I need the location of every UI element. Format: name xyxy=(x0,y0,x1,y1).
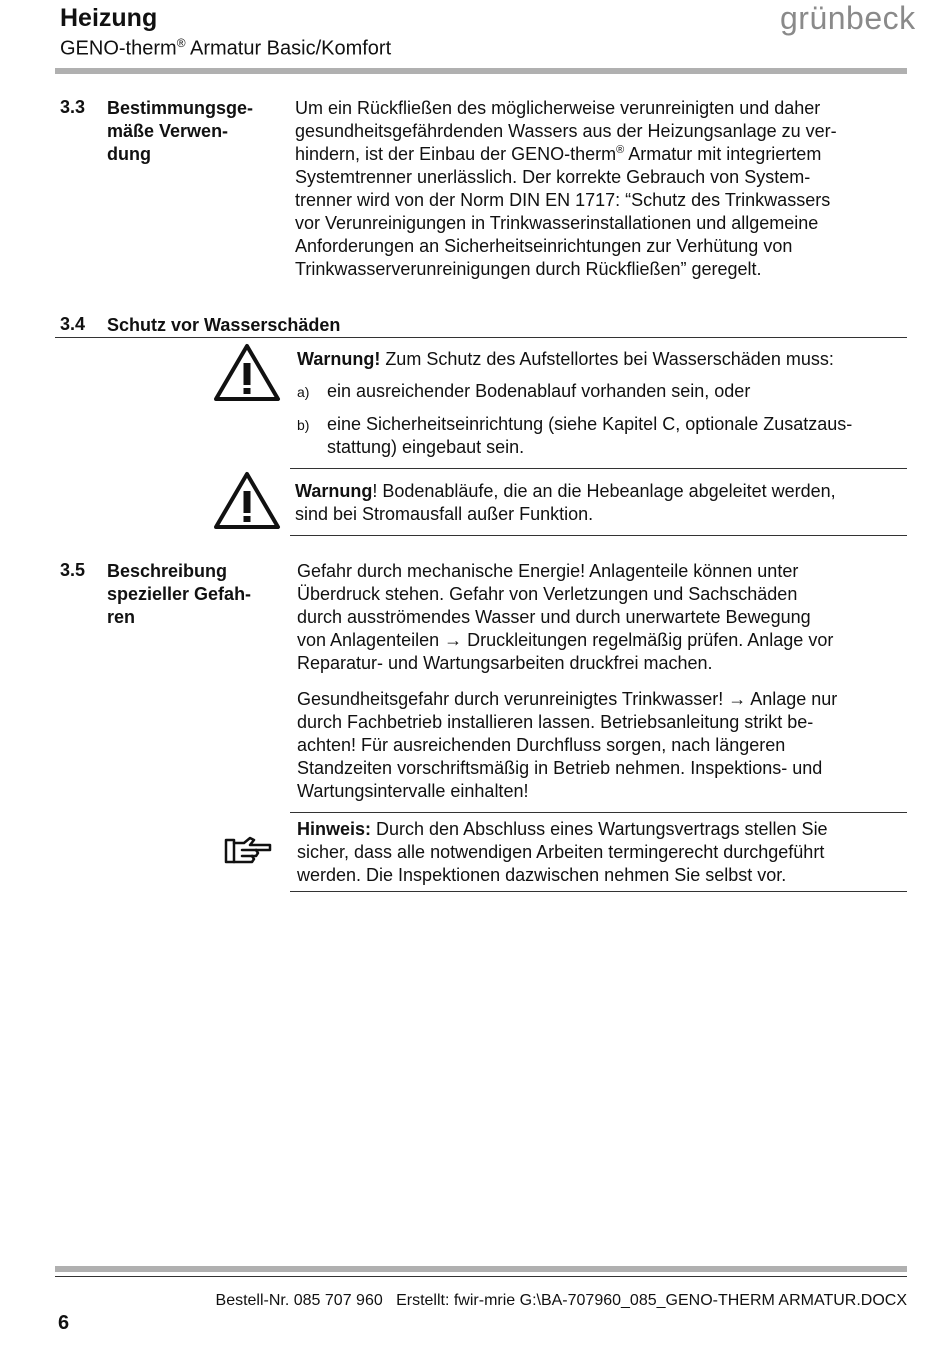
section-number: 3.3 xyxy=(60,97,86,117)
page-number: 6 xyxy=(58,1312,70,1334)
warning-divider xyxy=(290,468,907,469)
page-subtitle: GENO-therm® Armatur Basic/Komfort xyxy=(60,36,392,60)
pointing-hand-icon xyxy=(224,834,274,866)
list-item: ein ausreichender Bodenablauf vorhanden sein, oder xyxy=(327,381,751,401)
list-item-letter: a) xyxy=(297,384,310,400)
section-title: Bestimmungsge- mäße Verwen- dung xyxy=(107,98,254,164)
warning-icon xyxy=(212,470,282,530)
section-title: Beschreibung spezieller Gefah- ren xyxy=(107,561,252,627)
list-item: eine Sicherheitseinrichtung (siehe Kapitel C, optionale Zusatzaus- stattung) eingebaut sein. xyxy=(327,414,853,457)
note-text: Hinweis: Durch den Abschluss eines Wartungsvertrags stellen Sie sicher, dass alle notwendigen Arbeiten termingerecht durchgeführt werden. Die Inspektionen dazwischen nehmen Sie selbst vor. xyxy=(297,819,828,885)
section-body: Gesundheitsgefahr durch verunreinigtes Trinkwasser! → Anlage nur durch Fachbetrieb installieren lassen. Betriebsanleitung strikt be- achten! Für ausreichenden Durchfluss sorgen, nach längeren Standzeiten vorschriftsmäßig in Betrieb nehmen. Inspektions- und Wartungsintervalle einhalten! xyxy=(297,689,838,801)
section-title: Schutz vor Wasserschäden xyxy=(107,315,341,335)
section-body: Gefahr durch mechanische Energie! Anlagenteile können unter Überdruck stehen. Gefahr von Verletzungen und Sachschäden durch ausströmendes Wasser und durch unerwartete Bewegung von Anlagenteilen → Druckleitungen regelmäßig prüfen. Anlage vor Reparatur- und Wartungsarbeiten druckfrei machen. xyxy=(297,561,834,673)
section-number: 3.5 xyxy=(60,560,86,580)
note-divider xyxy=(290,891,907,892)
warning-text: Warnung! Bodenabläufe, die an die Hebeanlage abgeleitet werden, sind bei Stromausfall außer Funktion. xyxy=(295,481,836,524)
footer-divider xyxy=(55,1266,907,1272)
section-body: Um ein Rückfließen des möglicherweise verunreinigten und daher gesundheitsgefährdenden Wassers aus der Heizungsanlage zu ver- hindern, ist der Einbau der GENO-therm® Armatur mit integriertem Systemtrenner unerlässlich. Der korrekte Gebrauch von System- trenner wird von der Norm DIN EN 1717: “Schutz des Trinkwassers vor Verunreinigungen in Trinkwasserinstallationen und allgemeine Anforderungen an Sicherheitseinrichtungen zur Verhütung von Trinkwasserverunreinigungen durch Rückfließen” geregelt. xyxy=(295,98,837,279)
list-item-letter: b) xyxy=(297,417,310,433)
brand-logo: grünbeck xyxy=(780,0,916,36)
section-number: 3.4 xyxy=(60,314,86,334)
section-divider xyxy=(55,337,907,338)
note-divider xyxy=(290,812,907,813)
header-divider xyxy=(55,68,907,74)
warning-text: Warnung! Zum Schutz des Aufstellortes bei Wasserschäden muss: xyxy=(297,349,834,369)
footer-divider-thin xyxy=(55,1276,907,1277)
page-title: Heizung xyxy=(60,4,158,32)
warning-icon xyxy=(212,342,282,402)
warning-divider xyxy=(290,535,907,536)
footer-order-info: Bestell-Nr. 085 707 960 Erstellt: fwir-mrie G:\BA-707960_085_GENO-THERM ARMATUR.DOCX xyxy=(215,1292,907,1309)
